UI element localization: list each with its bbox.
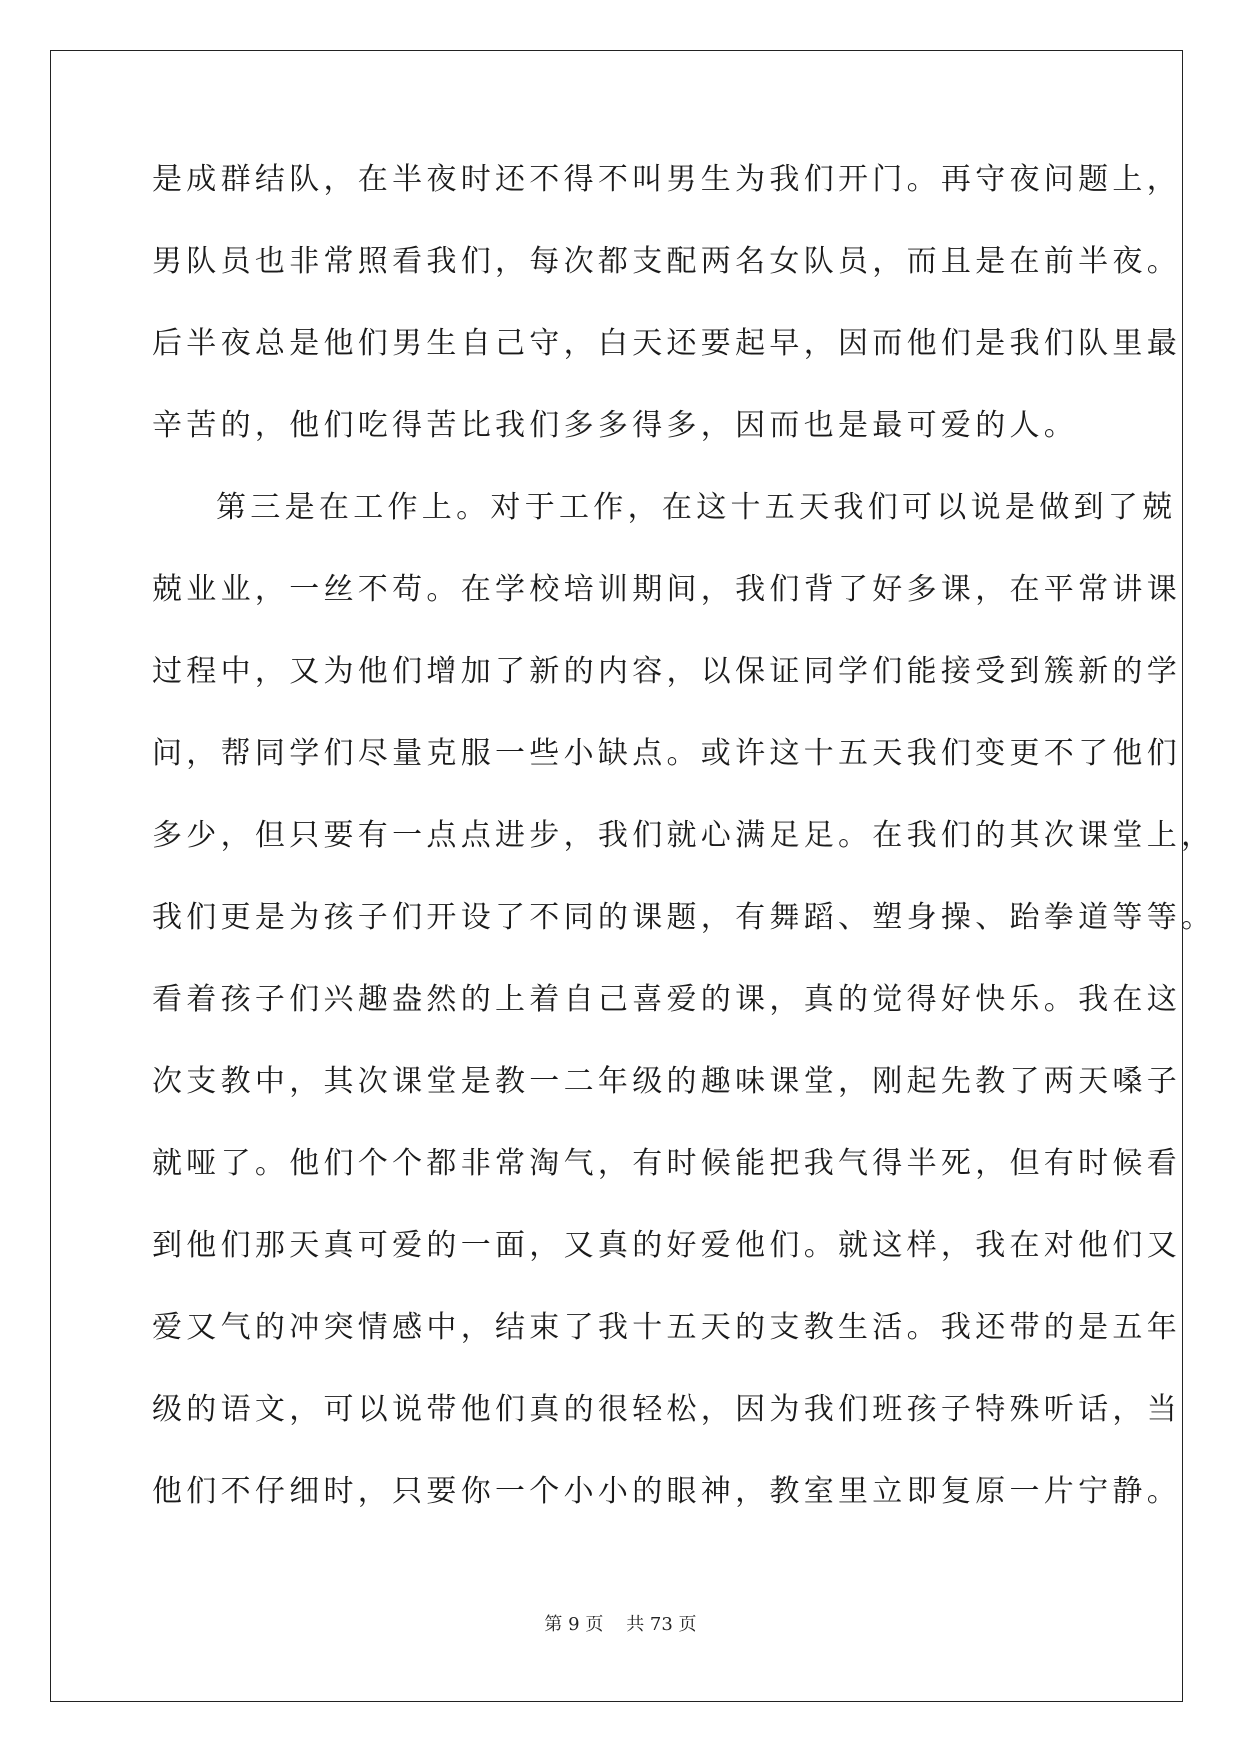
page-number-footer: 第 9 页 共 73 页 — [544, 1614, 697, 1635]
text-line: 他们不仔细时，只要你一个小小的眼神，教室里立即复原一片宁静。 — [152, 1474, 1181, 1509]
text-line: 辛苦的，他们吃得苦比我们多多得多，因而也是最可爱的人。 — [152, 408, 1079, 443]
text-line: 看着孩子们兴趣盎然的上着自己喜爱的课，真的觉得好快乐。我在这 — [152, 982, 1181, 1017]
text-line: 问，帮同学们尽量克服一些小缺点。或许这十五天我们变更不了他们 — [152, 736, 1181, 771]
document-body — [152, 162, 1216, 1556]
text-line: 过程中，又为他们增加了新的内容，以保证同学们能接受到簇新的学 — [152, 654, 1181, 689]
text-line: 次支教中，其次课堂是教一二年级的趣味课堂，刚起先教了两天嗓子 — [152, 1064, 1181, 1099]
text-line: 男队员也非常照看我们，每次都支配两名女队员，而且是在前半夜。 — [152, 244, 1181, 279]
text-line: 级的语文，可以说带他们真的很轻松，因为我们班孩子特殊听话，当 — [152, 1392, 1181, 1427]
paragraph-start-line: 第三是在工作上。对于工作，在这十五天我们可以说是做到了兢 — [216, 490, 1177, 525]
text-line: 就哑了。他们个个都非常淘气，有时候能把我气得半死，但有时候看 — [152, 1146, 1181, 1181]
text-line: 后半夜总是他们男生自己守，白天还要起早，因而他们是我们队里最 — [152, 326, 1181, 361]
text-line: 是成群结队，在半夜时还不得不叫男生为我们开门。再守夜问题上， — [152, 162, 1181, 197]
text-line: 爱又气的冲突情感中，结束了我十五天的支教生活。我还带的是五年 — [152, 1310, 1181, 1345]
text-line: 多少，但只要有一点点进步，我们就心满足足。在我们的其次课堂上， — [152, 818, 1216, 853]
text-line: 兢业业，一丝不苟。在学校培训期间，我们背了好多课，在平常讲课 — [152, 572, 1181, 607]
text-line: 我们更是为孩子们开设了不同的课题，有舞蹈、塑身操、跆拳道等等。 — [152, 900, 1216, 935]
text-line: 到他们那天真可爱的一面，又真的好爱他们。就这样，我在对他们又 — [152, 1228, 1181, 1263]
